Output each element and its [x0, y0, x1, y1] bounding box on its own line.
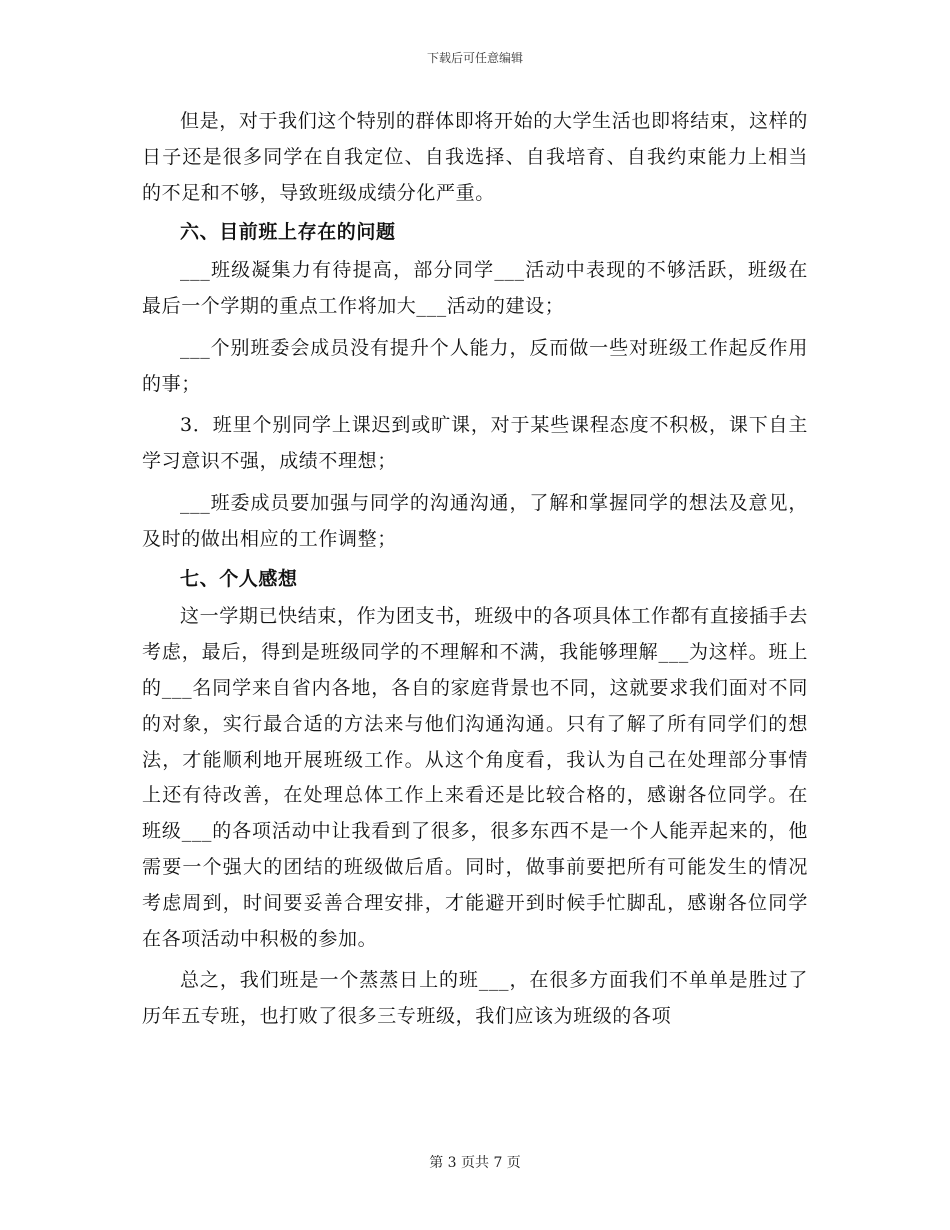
paragraph-graduation-concern: 但是，对于我们这个特别的群体即将开始的大学生活也即将结束，这样的日子还是很多同学在自我定位、自我选择、自我培育、自我约束能力上相当的不足和不够，导致班级成绩分化严重。: [142, 110, 808, 204]
paragraph-problem-attendance: 3．班里个别同学上课迟到或旷课，对于某些课程态度不积极，课下自主学习意识不强，成绩不理想；: [142, 414, 808, 473]
page-header: 下载后可任意编辑: [426, 51, 523, 65]
page-number-footer: 第 3 页共 7 页: [429, 1155, 521, 1171]
section-heading-current-problems: 六、目前班上存在的问题: [180, 221, 396, 244]
section-heading-personal-thoughts: 七、个人感想: [180, 567, 298, 590]
paragraph-problem-communication: ___班委成员要加强与同学的沟通沟通，了解和掌握同学的想法及意见，及时的做出相应的工作调整；: [142, 491, 808, 550]
paragraph-conclusion: 总之，我们班是一个蒸蒸日上的班___，在很多方面我们不单单是胜过了历年五专班，也打败了很多三专班级，我们应该为班级的各项: [142, 969, 808, 1028]
document-body: [142, 104, 808, 1035]
paragraph-problem-committee: ___个别班委会成员没有提升个人能力，反而做一些对班级工作起反作用的事；: [142, 336, 808, 395]
paragraph-problem-cohesion: ___班级凝集力有待提高，部分同学___活动中表现的不够活跃，班级在最后一个学期的重点工作将加大___活动的建设；: [142, 259, 808, 317]
paragraph-personal-thoughts: 这一学期已快结束，作为团支书，班级中的各项具体工作都有直接插手去考虑，最后，得到是班级同学的不理解和不满，我能够理解___为这样。班上的___名同学来自省内各地，各自的家庭背景也不同，这就要求我们面对不同的对象，实行最合适的方法来与他们沟通沟通。只有了解了所有同学们的想法，才能顺利地开展班级工作。从这个角度看，我认为自己在处理部分事情上还有待改善，在处理总体工作上来看还是比较合格的，感谢各位同学。在班级___的各项活动中让我看到了很多，很多东西不是一个人能弄起来的，他需要一个强大的团结的班级做后盾。同时，做事前要把所有可能发生的情况考虑周到，时间要妥善合理安排，才能避开到时候手忙脚乱，感谢各位同学在各项活动中积极的参加。: [142, 605, 808, 950]
